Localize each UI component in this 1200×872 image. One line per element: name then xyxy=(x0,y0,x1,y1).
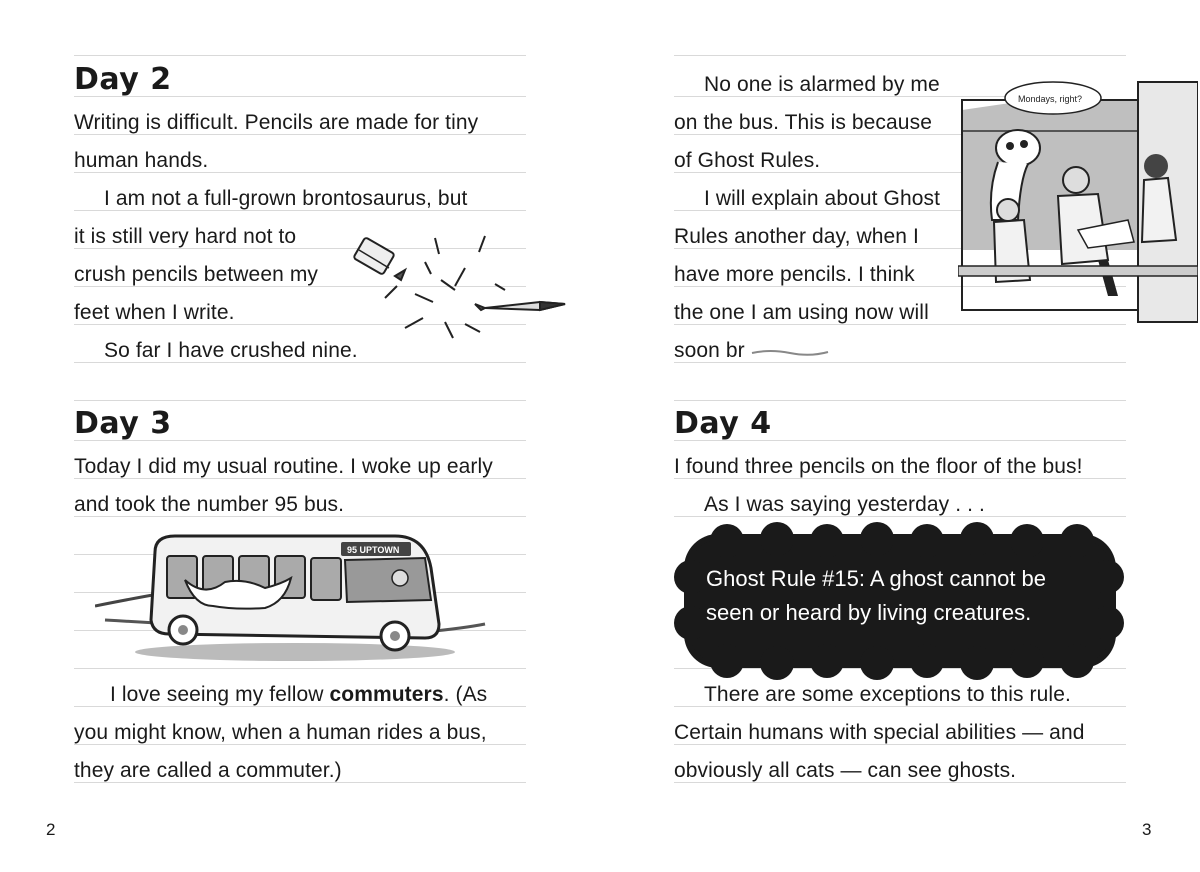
right-line-7: the one I am using now will xyxy=(674,301,929,324)
right-line-6: have more pencils. I think xyxy=(674,263,915,286)
page-number-left: 2 xyxy=(46,820,56,839)
day2-line-3: I am not a full-grown brontosaurus, but xyxy=(104,187,468,210)
speech-bubble-text: Mondays, right? xyxy=(1018,94,1083,104)
day3-line-2: and took the number 95 bus. xyxy=(74,493,345,516)
day2-line-5: crush pencils between my xyxy=(74,263,319,286)
day3-line-1: Today I did my usual routine. I woke up early xyxy=(74,455,493,478)
day2-line-1: Writing is difficult. Pencils are made for tiny xyxy=(74,111,479,134)
bus-sign: 95 UPTOWN xyxy=(347,545,400,555)
right-line-1: No one is alarmed by me xyxy=(704,73,940,96)
day2-heading: Day 2 xyxy=(74,62,172,97)
day2-line-2: human hands. xyxy=(74,149,209,172)
day3-heading: Day 3 xyxy=(74,406,172,441)
pencil-scribble xyxy=(750,345,830,359)
crushed-pencil-illustration xyxy=(345,228,570,348)
right-page xyxy=(600,0,1200,872)
right-line-4: I will explain about Ghost xyxy=(704,187,941,210)
bus-interior-illustration xyxy=(958,70,1198,330)
day2-line-7: So far I have crushed nine. xyxy=(104,339,358,362)
day4-after-line-1: There are some exceptions to this rule. xyxy=(704,683,1071,706)
day3-after-line-1: I love seeing my fellow commuters. (As xyxy=(110,683,488,706)
day2-line-4: it is still very hard not to xyxy=(74,225,297,248)
page-number-right: 3 xyxy=(1142,820,1152,839)
day4-after-line-2: Certain humans with special abilities — and xyxy=(674,721,1085,744)
day2-line-6: feet when I write. xyxy=(74,301,235,324)
day3-after-line-2: you might know, when a human rides a bus, xyxy=(74,721,487,744)
right-line-8: soon br xyxy=(674,339,745,362)
ghost-rule-box xyxy=(690,540,1110,662)
day3-after-line-3: they are called a commuter.) xyxy=(74,759,342,782)
day4-heading: Day 4 xyxy=(674,406,772,441)
right-line-2: on the bus. This is because xyxy=(674,111,932,134)
ghost-rule-line-1: Ghost Rule #15: A ghost cannot be xyxy=(706,566,1047,591)
day4-line-1: I found three pencils on the floor of the bus! xyxy=(674,455,1083,478)
bus-illustration xyxy=(95,528,490,666)
right-line-3: of Ghost Rules. xyxy=(674,149,821,172)
ghost-rule-line-2: seen or heard by living creatures. xyxy=(706,600,1032,625)
right-line-5: Rules another day, when I xyxy=(674,225,919,248)
day4-after-line-3: obviously all cats — can see ghosts. xyxy=(674,759,1017,782)
day4-line-2: As I was saying yesterday . . . xyxy=(704,493,985,516)
